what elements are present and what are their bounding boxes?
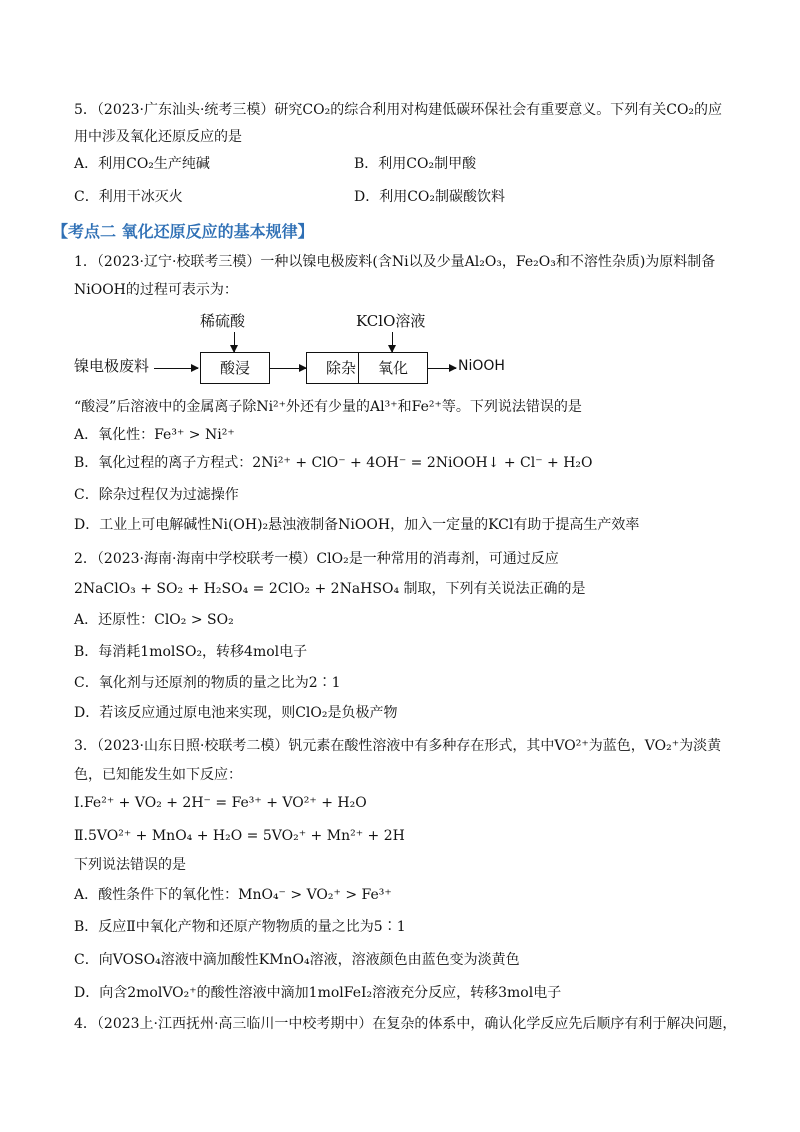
flow-arrow xyxy=(428,368,456,369)
q5-option-d: D．利用CO₂制碳酸饮料 xyxy=(354,189,506,205)
q2-stem-line1: 2．（2023·海南·海南中学校联考一模）ClO₂是一种常用的消毒剂，可通过反应 xyxy=(74,551,559,567)
q1-note: “酸浸”后溶液中的金属离子除Ni²⁺外还有少量的Al³⁺和Fe²⁺等。下列说法错误的是 xyxy=(74,399,582,415)
flow-step2-box: 除杂 xyxy=(306,352,376,384)
q5-option-c: C．利用干冰灭火 xyxy=(74,189,183,205)
flow-reagent3-label: KClO溶液 xyxy=(356,312,426,330)
q1-option-c: C．除杂过程仅为过滤操作 xyxy=(74,487,239,503)
flow-reagent1-label: 稀硫酸 xyxy=(200,312,246,330)
q1-stem-line2: NiOOH的过程可表示为： xyxy=(74,282,238,298)
q3-prompt: 下列说法错误的是 xyxy=(74,857,186,873)
flow-step3-box: 氧化 xyxy=(358,352,428,384)
q3-reaction-1: Ⅰ.Fe²⁺ + VO₂ + 2H⁻ = Fe³⁺ + VO²⁺ + H₂O xyxy=(74,795,367,811)
q3-reaction-2: Ⅱ.5VO²⁺ + MnO₄ + H₂O = 5VO₂⁺ + Mn²⁺ + 2H xyxy=(74,828,405,844)
section-title: 【考点二 氧化还原反应的基本规律】 xyxy=(52,222,314,241)
q1-option-d: D．工业上可电解碱性Ni(OH)₂悬浊液制备NiOOH，加入一定量的KCl有助于提高生产效率 xyxy=(74,517,640,533)
q2-option-a: A．还原性：ClO₂ > SO₂ xyxy=(74,612,234,628)
q3-option-a: A．酸性条件下的氧化性：MnO₄⁻ > VO₂⁺ > Fe³⁺ xyxy=(74,887,392,903)
q1-option-b: B．氧化过程的离子方程式：2Ni²⁺ + ClO⁻ + 4OH⁻ = 2NiOOH↓ + Cl⁻ + H₂O xyxy=(74,455,593,471)
q1-option-a: A．氧化性：Fe³⁺ > Ni²⁺ xyxy=(74,427,235,443)
flow-arrow xyxy=(270,368,306,369)
flow-arrow xyxy=(154,368,198,369)
q2-option-b: B．每消耗1molSO₂，转移4mol电子 xyxy=(74,644,308,660)
q3-option-b: B．反应Ⅱ中氧化产物和还原产物物质的量之比为5∶1 xyxy=(74,919,406,935)
process-flow-diagram xyxy=(74,310,534,392)
q3-stem-line1: 3．（2023·山东日照·校联考二模）钒元素在酸性溶液中有多种存在形式，其中VO²⁺为蓝色，VO₂⁺为淡黄 xyxy=(74,738,722,754)
q5-stem-line2: 用中涉及氧化还原反应的是 xyxy=(74,129,242,145)
q2-option-d: D．若该反应通过原电池来实现，则ClO₂是负极产物 xyxy=(74,705,398,721)
q5-option-a: A．利用CO₂生产纯碱 xyxy=(74,156,210,172)
flow-step1-box: 酸浸 xyxy=(200,352,270,384)
q5-stem-line1: 5．（2023·广东汕头·统考三模）研究CO₂的综合利用对构建低碳环保社会有重要意义。下列有关CO₂的应 xyxy=(74,102,723,118)
q1-stem-line1: 1．（2023·辽宁·校联考三模）一种以镍电极废料(含Ni以及少量Al₂O₃，Fe₂O₃和不溶性杂质)为原料制备 xyxy=(74,254,716,270)
q2-stem-line2: 2NaClO₃ + SO₂ + H₂SO₄ = 2ClO₂ + 2NaHSO₄ 制取，下列有关说法正确的是 xyxy=(74,581,586,597)
q2-option-c: C．氧化剂与还原剂的物质的量之比为2∶1 xyxy=(74,675,341,691)
q5-option-b: B．利用CO₂制甲酸 xyxy=(354,156,477,172)
flow-reagent3-arrow xyxy=(392,332,393,352)
q3-stem-line2: 色，已知能发生如下反应： xyxy=(74,767,242,783)
flow-input-label: 镍电极废料 xyxy=(74,357,150,375)
q3-option-d: D．向含2molVO₂⁺的酸性溶液中滴加1molFeI₂溶液充分反应，转移3mol电子 xyxy=(74,985,562,1001)
q3-option-c: C．向VOSO₄溶液中滴加酸性KMnO₄溶液，溶液颜色由蓝色变为淡黄色 xyxy=(74,952,520,968)
q4-stem-line1: 4．（2023上·江西抚州·高三临川一中校考期中）在复杂的体系中，确认化学反应先后顺序有利于解决问题， xyxy=(74,1016,737,1032)
flow-output-label: NiOOH xyxy=(458,358,505,374)
flow-reagent1-arrow xyxy=(234,332,235,352)
